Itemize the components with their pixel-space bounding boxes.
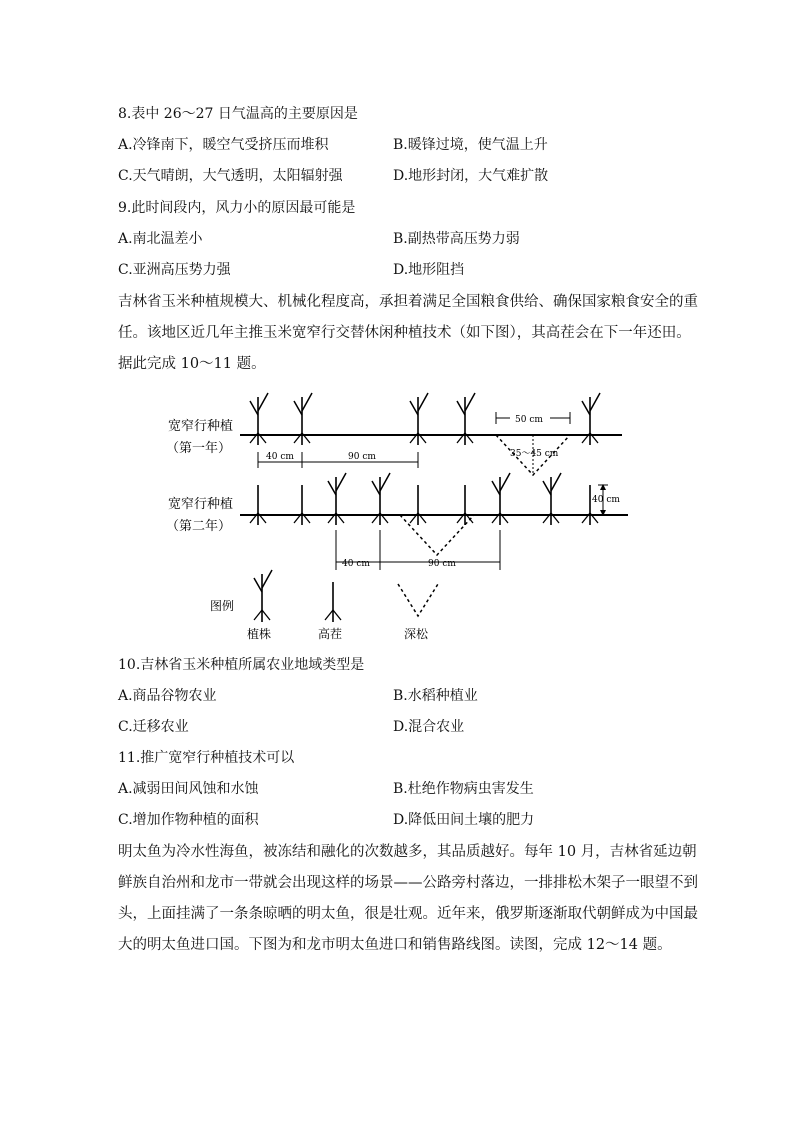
row-2-plant (328, 473, 346, 525)
legend-stubble-icon (325, 582, 341, 622)
q11-option-b[interactable]: B.杜绝作物病虫害发生 (393, 781, 534, 797)
row-2-plant (372, 473, 390, 525)
question-11-stem: 11.推广宽窄行种植技术可以 (118, 750, 295, 766)
legend-plant-icon (254, 570, 272, 622)
row-1-plant (457, 393, 475, 445)
dim-40-label-row-1: 40 cm (266, 452, 294, 462)
row-2-plant (543, 473, 561, 525)
q8-option-b[interactable]: B.暖锋过境，使气温上升 (393, 137, 548, 153)
q10-option-d[interactable]: D.混合农业 (393, 719, 465, 735)
passage-1-line-2: 任。该地区近几年主推玉米宽窄行交替休闲种植技术（如下图），其高茬会在下一年还田。 (118, 325, 691, 341)
legend-subsoil-label: 深松 (404, 627, 429, 641)
row-2-stubble (250, 485, 266, 525)
row-1-label: 宽窄行种植 (168, 419, 234, 434)
dim-depth-label: 35～45 cm (510, 449, 559, 459)
row-2-plant (492, 473, 510, 525)
q11-option-d[interactable]: D.降低田间土壤的肥力 (393, 812, 535, 828)
row-2-year: （第二年） (166, 519, 232, 534)
q8-option-a[interactable]: A.冷锋南下，暖空气受挤压而堆积 (118, 137, 329, 153)
row-1-plant (250, 393, 268, 445)
q8-option-d[interactable]: D.地形封闭，大气难扩散 (393, 168, 549, 184)
dim-50-label: 50 cm (515, 415, 543, 425)
dim-90-label-row-2: 90 cm (428, 559, 456, 569)
row-1-plant (410, 393, 428, 445)
row-2-stubble (410, 485, 426, 525)
q9-option-d[interactable]: D.地形阻挡 (393, 262, 465, 278)
passage-2-line-3: 头，上面挂满了一条条晾晒的明太鱼，很是壮观。近年来，俄罗斯逐渐取代朝鲜成为中国最 (118, 906, 698, 922)
passage-2-line-2: 鲜族自治州和龙市一带就会出现这样的场景——公路旁村落边，一排排松木架子一眼望不到 (118, 875, 698, 891)
passage-2-line-1: 明太鱼为冷水性海鱼，被冻结和融化的次数越多，其品质越好。每年 10 月，吉林省延边朝 (118, 844, 697, 860)
passage-2-line-4: 大的明太鱼进口国。下图为和龙市明太鱼进口和销售路线图。读图，完成 12～14 题。 (118, 937, 672, 953)
legend-title: 图例 (210, 599, 235, 613)
planting-diagram (0, 380, 794, 650)
q11-option-c[interactable]: C.增加作物种植的面积 (118, 812, 259, 828)
row-1-plant (582, 393, 600, 445)
q9-option-a[interactable]: A.南北温差小 (118, 231, 203, 247)
q10-option-c[interactable]: C.迁移农业 (118, 719, 189, 735)
question-10-stem: 10.吉林省玉米种植所属农业地域类型是 (118, 657, 365, 673)
q9-option-b[interactable]: B.副热带高压势力弱 (393, 231, 520, 247)
passage-1-line-3: 据此完成 10～11 题。 (118, 356, 266, 372)
q10-option-a[interactable]: A.商品谷物农业 (118, 688, 217, 704)
q8-option-c[interactable]: C.天气晴朗，大气透明，太阳辐射强 (118, 168, 343, 184)
legend-stubble-label: 高茬 (318, 627, 343, 641)
row-2-label: 宽窄行种植 (168, 497, 234, 512)
row-2-stubble (582, 485, 598, 525)
dim-40-label-row-2: 40 cm (342, 559, 370, 569)
dim-height-label: 40 cm (592, 495, 620, 505)
legend-subsoil-icon (398, 584, 438, 616)
question-9-stem: 9.此时间段内，风力小的原因最可能是 (118, 200, 356, 216)
row-1-plant (294, 393, 312, 445)
legend-plant-label: 植株 (247, 627, 272, 641)
q9-option-c[interactable]: C.亚洲高压势力强 (118, 262, 231, 278)
row-2-stubble (294, 485, 310, 525)
question-8-stem: 8.表中 26～27 日气温高的主要原因是 (118, 106, 358, 122)
dim-90-label-row-1: 90 cm (348, 452, 376, 462)
row-1-year: （第一年） (166, 441, 232, 456)
q10-option-b[interactable]: B.水稻种植业 (393, 688, 478, 704)
passage-1-line-1: 吉林省玉米种植规模大、机械化程度高，承担着满足全国粮食供给、确保国家粮食安全的重 (118, 294, 698, 310)
q11-option-a[interactable]: A.减弱田间风蚀和水蚀 (118, 781, 259, 797)
